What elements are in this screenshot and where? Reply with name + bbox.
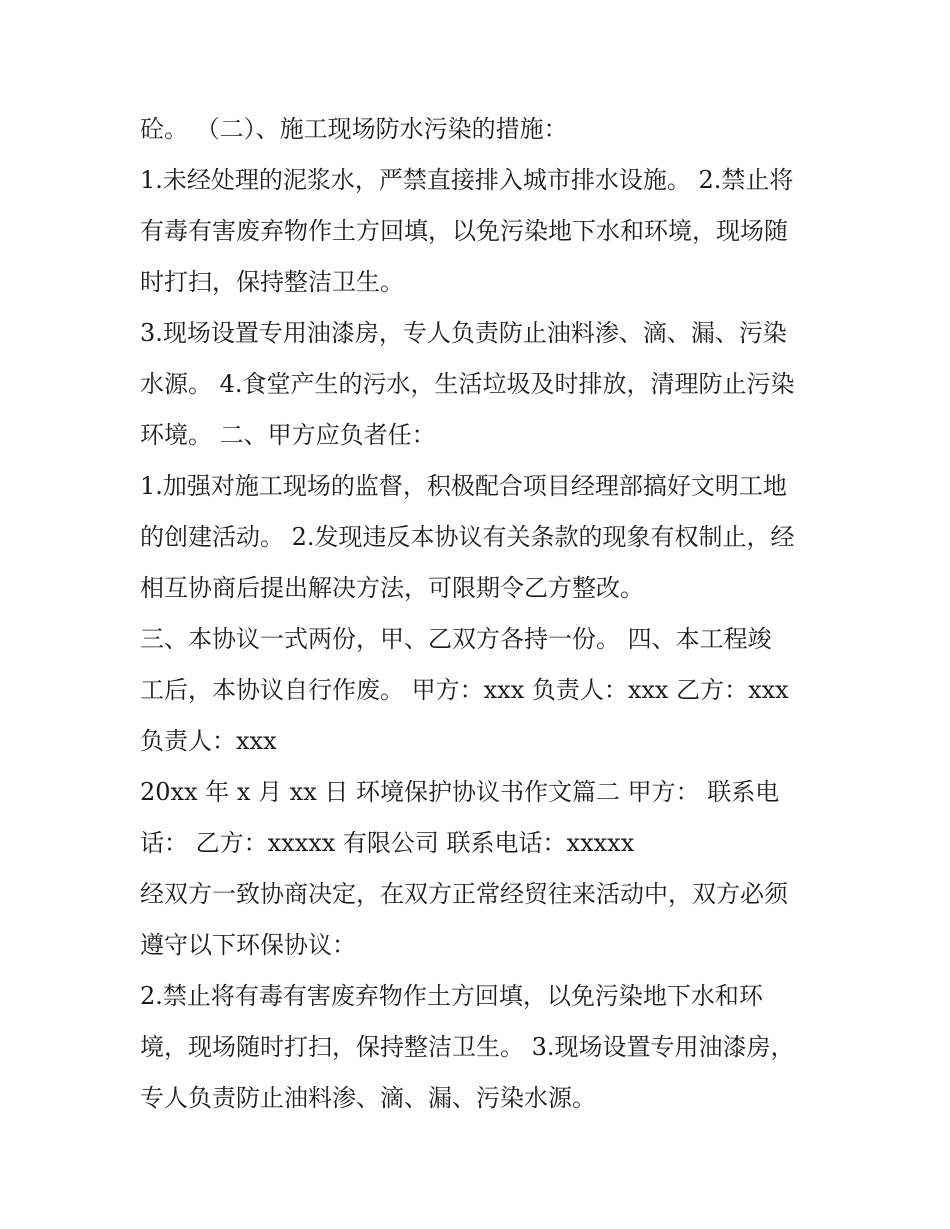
- text-line: 话： 乙方：xxxxx 有限公司 联系电话：xxxxx: [140, 829, 635, 857]
- text-line: 1.加强对施工现场的监督，积极配合项目经理部搞好文明工地: [140, 472, 787, 500]
- text-line: 砼。 （二）、施工现场防水污染的措施：: [140, 115, 568, 143]
- text-line: 3.现场设置专用油漆房，专人负责防止油料渗、滴、漏、污染: [140, 319, 787, 347]
- text-line: 相互协商后提出解决方法，可限期令乙方整改。: [140, 574, 644, 602]
- text-line: 1.未经处理的泥浆水，严禁直接排入城市排水设施。 2.禁止将: [140, 166, 794, 194]
- text-line: 有毒有害废弃物作土方回填，以免污染地下水和环境，现场随: [140, 217, 788, 245]
- text-line: 的创建活动。 2.发现违反本协议有关条款的现象有权制止，经: [140, 523, 795, 551]
- text-line: 水源。 4.食堂产生的污水，生活垃圾及时排放，清理防止污染: [140, 370, 795, 398]
- text-line: 环境。 二、甲方应负者任：: [140, 421, 436, 449]
- text-line: 工后，本协议自行作废。 甲方：xxx 负责人：xxx 乙方：xxx: [140, 676, 789, 704]
- text-line: 遵守以下环保协议：: [140, 931, 356, 959]
- text-line: 2.禁止将有毒有害废弃物作土方回填，以免污染地下水和环: [140, 982, 763, 1010]
- text-line: 三、本协议一式两份，甲、乙双方各持一份。 四、本工程竣: [140, 625, 772, 653]
- text-line: 专人负责防止油料渗、滴、漏、污染水源。: [140, 1084, 596, 1112]
- text-line: 境，现场随时打扫，保持整洁卫生。 3.现场设置专用油漆房，: [140, 1033, 795, 1061]
- document-body: [140, 104, 820, 1124]
- text-line: 20xx 年 x 月 xx 日 环境保护协议书作文篇二 甲方： 联系电: [140, 778, 780, 806]
- text-line: 负责人：xxx: [140, 727, 277, 755]
- text-line: 经双方一致协商决定，在双方正常经贸往来活动中，双方必须: [140, 880, 788, 908]
- text-line: 时打扫，保持整洁卫生。: [140, 268, 404, 296]
